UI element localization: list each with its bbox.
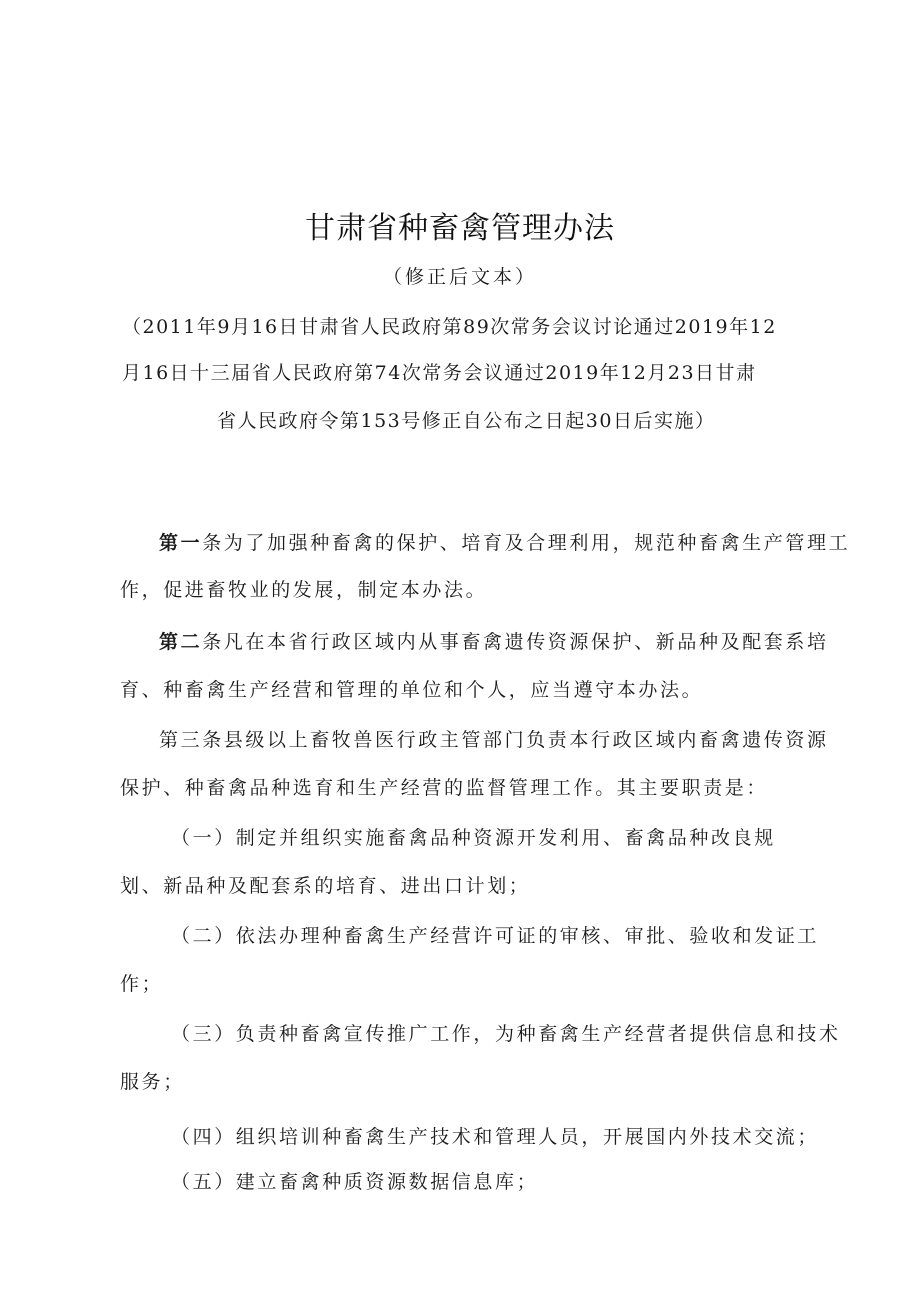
- article-3-line-1: 第三条县级以上畜牧兽医行政主管部门负责本行政区域内畜禽遗传资源: [159, 729, 829, 751]
- adoption-note-line-1: （2011年9月16日甘肃省人民政府第89次常务会议讨论通过2019年12: [122, 316, 777, 338]
- article-2-label: 第二: [159, 631, 203, 653]
- adoption-note-line-2: 月16日十三届省人民政府第74次常务会议通过2019年12月23日甘肃: [122, 362, 757, 384]
- item-1-line-1: （一）制定并组织实施畜禽品种资源开发利用、畜禽品种改良规: [171, 827, 776, 849]
- article-2-text: 条凡在本省行政区域内从事畜禽遗传资源保护、新品种及配套系培: [202, 631, 829, 653]
- item-2-line-1: （二）依法办理种畜禽生产经营许可证的审核、审批、验收和发证工: [171, 925, 820, 947]
- article-2-line-1: [159, 627, 829, 654]
- item-2-line-2: 作；: [120, 973, 164, 995]
- article-1-line-2: 作，促进畜牧业的发展，制定本办法。: [120, 579, 488, 601]
- article-3-line-2: 保护、种畜禽品种选育和生产经营的监督管理工作。其主要职责是：: [120, 777, 769, 799]
- item-3-line-1: （三）负责种畜禽宣传推广工作，为种畜禽生产经营者提供信息和技术: [171, 1023, 841, 1045]
- article-2-line-2: 育、种畜禽生产经营和管理的单位和个人，应当遵守本办法。: [120, 679, 704, 701]
- article-1-label: 第一: [159, 532, 203, 554]
- document-title: 甘肃省种畜禽管理办法: [305, 211, 615, 246]
- item-4-line-1: （四）组织培训种畜禽生产技术和管理人员，开展国内外技术交流；: [171, 1126, 820, 1148]
- article-1-line-1: [159, 528, 850, 555]
- adoption-note-line-3: 省人民政府令第153号修正自公布之日起30日后实施）: [217, 410, 716, 432]
- item-5-line-1: （五）建立畜禽种质资源数据信息库；: [171, 1171, 539, 1193]
- document-subtitle: （修正后文本）: [382, 266, 537, 288]
- item-3-line-2: 服务；: [120, 1071, 185, 1093]
- article-1-text: 条为了加强种畜禽的保护、培育及合理利用，规范种畜禽生产管理工: [202, 532, 851, 554]
- item-1-line-2: 划、新品种及配套系的培育、进出口计划；: [120, 875, 531, 897]
